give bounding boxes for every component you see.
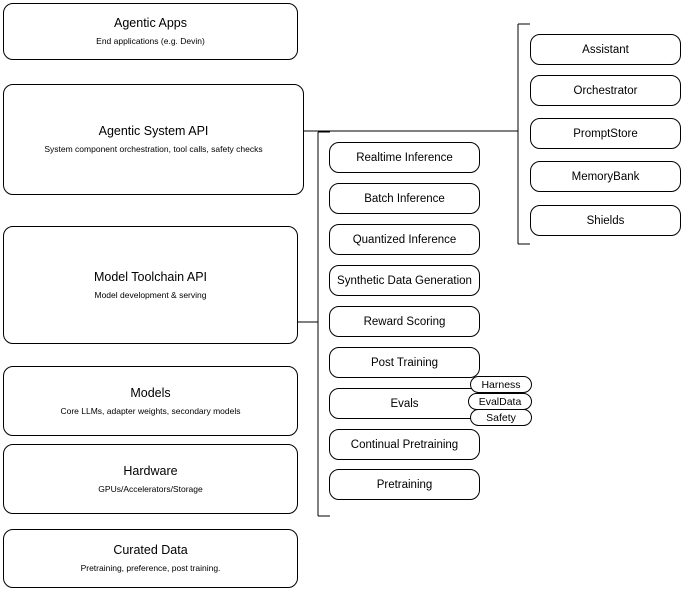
layer-title: Model Toolchain API [93, 269, 208, 284]
component-synthetic-data-generation[interactable] [329, 265, 480, 296]
component-label: EvalData [478, 395, 522, 408]
component-continual-pretraining[interactable] [329, 429, 480, 460]
component-promptstore[interactable] [530, 118, 681, 149]
component-label: Reward Scoring [363, 315, 446, 328]
layer-subtitle: System component orchestration, tool calls, safety checks [44, 144, 263, 154]
layer-agentic-apps[interactable] [3, 3, 298, 60]
component-reward-scoring[interactable] [329, 306, 480, 337]
layer-title: Curated Data [113, 543, 188, 557]
component-safety[interactable] [470, 409, 532, 426]
component-orchestrator[interactable] [530, 75, 681, 106]
component-evals[interactable] [329, 388, 480, 419]
component-label: Safety [486, 411, 516, 424]
component-label: Pretraining [376, 478, 433, 491]
layer-title: Models [130, 385, 171, 400]
component-memorybank[interactable] [530, 161, 681, 192]
layer-title: Agentic System API [98, 124, 209, 138]
component-evaldata[interactable] [468, 393, 532, 410]
component-post-training[interactable] [329, 347, 480, 378]
layer-title: Hardware [123, 463, 178, 478]
layer-model-toolchain-api[interactable] [3, 226, 298, 344]
component-label: PromptStore [573, 127, 638, 140]
layer-curated-data[interactable] [3, 529, 298, 588]
layer-models[interactable] [3, 366, 298, 436]
component-quantized-inference[interactable] [329, 224, 480, 255]
component-label: Quantized Inference [352, 233, 457, 246]
component-label: Realtime Inference [356, 151, 453, 164]
layer-subtitle: Core LLMs, adapter weights, secondary models [60, 405, 241, 416]
component-pretraining[interactable] [329, 469, 480, 500]
component-label: Evals [390, 397, 419, 410]
layer-hardware[interactable] [3, 444, 298, 514]
component-label: Shields [586, 214, 625, 227]
component-label: Batch Inference [364, 192, 445, 205]
layer-subtitle: Pretraining, preference, post training. [80, 563, 221, 573]
component-realtime-inference[interactable] [329, 142, 480, 173]
component-label: Continual Pretraining [350, 438, 459, 451]
component-shields[interactable] [530, 205, 681, 236]
layer-subtitle: GPUs/Accelerators/Storage [98, 483, 203, 494]
component-label: Harness [481, 378, 521, 391]
component-batch-inference[interactable] [329, 183, 480, 214]
component-label: MemoryBank [571, 170, 640, 183]
component-label: Assistant [582, 43, 629, 56]
layer-agentic-system-api[interactable] [3, 84, 304, 195]
component-label: Post Training [370, 356, 439, 369]
component-harness[interactable] [470, 376, 532, 393]
component-label: Synthetic Data Generation [337, 274, 472, 287]
layer-subtitle: End applications (e.g. Devin) [96, 36, 205, 46]
layer-title: Agentic Apps [114, 16, 187, 30]
component-assistant[interactable] [530, 34, 681, 65]
layer-subtitle: Model development & serving [94, 289, 207, 300]
component-label: Orchestrator [573, 84, 638, 97]
